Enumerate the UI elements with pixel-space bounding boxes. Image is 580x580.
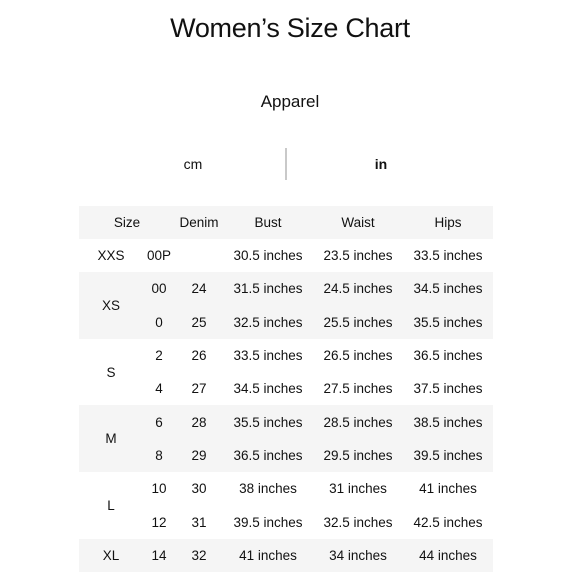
bust-cell: 38 inches (223, 472, 313, 505)
hips-cell: 37.5 inches (403, 372, 493, 405)
hips-cell: 44 inches (403, 539, 493, 572)
waist-cell: 32.5 inches (313, 505, 403, 538)
denim-cell: 30 (175, 472, 223, 505)
hips-cell: 34.5 inches (403, 272, 493, 305)
denim-cell: 28 (175, 405, 223, 438)
numeric-size-cell: 0 (143, 306, 175, 339)
denim-cell: 26 (175, 339, 223, 372)
numeric-size-cell: 00 (143, 272, 175, 305)
bust-cell: 35.5 inches (223, 405, 313, 438)
unit-in-option[interactable]: in (374, 156, 388, 172)
numeric-size-cell: 6 (143, 405, 175, 438)
hips-cell: 41 inches (403, 472, 493, 505)
waist-cell: 23.5 inches (313, 239, 403, 272)
category-label: Apparel (260, 92, 320, 111)
table-row (79, 339, 493, 372)
denim-cell (175, 239, 223, 272)
header-hips: Hips (403, 206, 493, 239)
denim-cell: 27 (175, 372, 223, 405)
table-row (79, 405, 493, 438)
bust-cell: 33.5 inches (223, 339, 313, 372)
hips-cell: 39.5 inches (403, 439, 493, 472)
hips-cell: 33.5 inches (403, 239, 493, 272)
page-title: Women’s Size Chart (170, 13, 410, 43)
numeric-size-cell: 14 (143, 539, 175, 572)
waist-cell: 25.5 inches (313, 306, 403, 339)
unit-divider (285, 148, 287, 180)
numeric-size-cell: 2 (143, 339, 175, 372)
unit-toggle (0, 148, 580, 180)
numeric-size-cell: 00P (143, 239, 175, 272)
denim-cell: 29 (175, 439, 223, 472)
waist-cell: 31 inches (313, 472, 403, 505)
size-cell: S (79, 339, 143, 406)
numeric-size-cell: 10 (143, 472, 175, 505)
size-chart-table (79, 206, 493, 572)
header-bust: Bust (223, 206, 313, 239)
denim-cell: 31 (175, 505, 223, 538)
hips-cell: 38.5 inches (403, 405, 493, 438)
numeric-size-cell: 8 (143, 439, 175, 472)
size-cell: XXS (79, 239, 143, 272)
waist-cell: 27.5 inches (313, 372, 403, 405)
waist-cell: 29.5 inches (313, 439, 403, 472)
bust-cell: 30.5 inches (223, 239, 313, 272)
bust-cell: 34.5 inches (223, 372, 313, 405)
header-denim: Denim (175, 206, 223, 239)
unit-cm-option[interactable]: cm (183, 156, 203, 172)
denim-cell: 24 (175, 272, 223, 305)
numeric-size-cell: 4 (143, 372, 175, 405)
bust-cell: 39.5 inches (223, 505, 313, 538)
size-cell: XS (79, 272, 143, 339)
table-row (79, 472, 493, 505)
bust-cell: 31.5 inches (223, 272, 313, 305)
waist-cell: 34 inches (313, 539, 403, 572)
waist-cell: 26.5 inches (313, 339, 403, 372)
header-waist: Waist (313, 206, 403, 239)
size-cell: XL (79, 539, 143, 572)
table-row (79, 272, 493, 305)
numeric-size-cell: 12 (143, 505, 175, 538)
table-row (79, 539, 493, 572)
hips-cell: 42.5 inches (403, 505, 493, 538)
size-cell: M (79, 405, 143, 472)
table-row (79, 239, 493, 272)
bust-cell: 41 inches (223, 539, 313, 572)
table-header-row (79, 206, 493, 239)
header-size: Size (79, 206, 175, 239)
bust-cell: 32.5 inches (223, 306, 313, 339)
hips-cell: 35.5 inches (403, 306, 493, 339)
waist-cell: 28.5 inches (313, 405, 403, 438)
size-cell: L (79, 472, 143, 539)
bust-cell: 36.5 inches (223, 439, 313, 472)
denim-cell: 25 (175, 306, 223, 339)
waist-cell: 24.5 inches (313, 272, 403, 305)
denim-cell: 32 (175, 539, 223, 572)
hips-cell: 36.5 inches (403, 339, 493, 372)
